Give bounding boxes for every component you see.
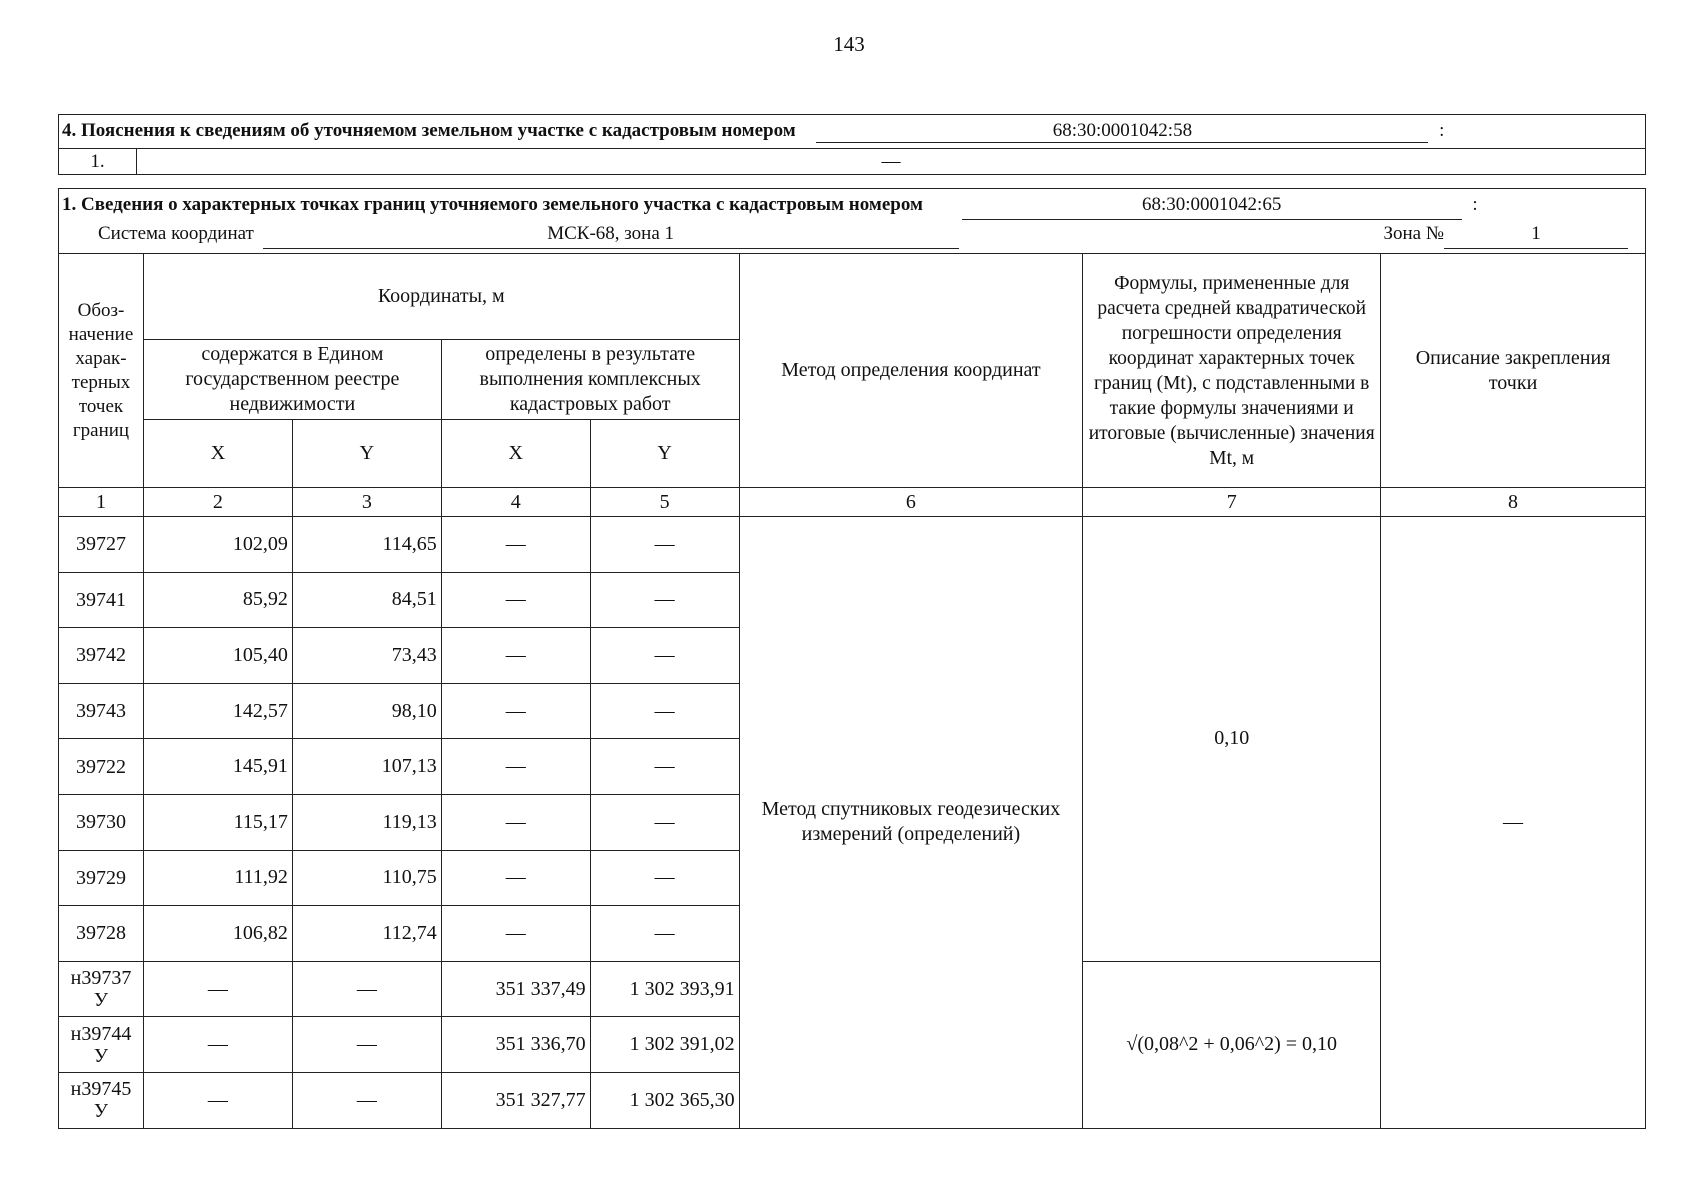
x-complex: — bbox=[441, 683, 590, 739]
x-egrn: 111,92 bbox=[143, 850, 292, 906]
x-complex: — bbox=[441, 794, 590, 850]
x-complex: 351 327,77 bbox=[441, 1072, 590, 1128]
y-egrn: — bbox=[292, 1072, 441, 1128]
y-egrn: — bbox=[292, 1017, 441, 1073]
header-y-complex: Y bbox=[590, 420, 739, 488]
description-value: — bbox=[1381, 517, 1646, 1129]
column-number: 2 bbox=[143, 488, 292, 517]
column-number: 6 bbox=[739, 488, 1083, 517]
x-egrn: 105,40 bbox=[143, 628, 292, 684]
point-id: 39728 bbox=[59, 906, 144, 962]
section4-title: 4. Пояснения к сведениям об уточняемом земельном участке с кадастровым номером bbox=[62, 120, 796, 141]
x-egrn: 102,09 bbox=[143, 517, 292, 573]
point-id: 39722 bbox=[59, 739, 144, 795]
y-egrn: 112,74 bbox=[292, 906, 441, 962]
section1-header bbox=[59, 189, 1646, 254]
section1-colon: : bbox=[1472, 194, 1478, 215]
y-complex: — bbox=[590, 906, 739, 962]
x-egrn: 85,92 bbox=[143, 572, 292, 628]
x-complex: — bbox=[441, 628, 590, 684]
column-number: 5 bbox=[590, 488, 739, 517]
mt-value-2: √(0,08^2 + 0,06^2) = 0,10 bbox=[1083, 961, 1381, 1128]
y-egrn: 110,75 bbox=[292, 850, 441, 906]
x-egrn: 145,91 bbox=[143, 739, 292, 795]
x-complex: — bbox=[441, 850, 590, 906]
y-complex: — bbox=[590, 628, 739, 684]
header-formulas: Формулы, примененные для расчета средней квадратической погрешности определения координат характерных точек границ (Mt), с подставленными в такие формулы значениями и итоговые (вычисленные) значения Mt, м bbox=[1083, 254, 1381, 488]
point-id: н39745 У bbox=[59, 1072, 144, 1128]
x-egrn: — bbox=[143, 961, 292, 1017]
column-number: 3 bbox=[292, 488, 441, 517]
header-complex: определены в результате выполнения комплексных кадастровых работ bbox=[441, 340, 739, 420]
point-id: н39737 У bbox=[59, 961, 144, 1017]
point-id: 39727 bbox=[59, 517, 144, 573]
header-egrn: содержатся в Едином государственном реестре недвижимости bbox=[143, 340, 441, 420]
y-complex: 1 302 393,91 bbox=[590, 961, 739, 1017]
header-y-egrn: Y bbox=[292, 420, 441, 488]
section4-colon: : bbox=[1439, 120, 1445, 141]
x-complex: 351 336,70 bbox=[441, 1017, 590, 1073]
y-complex: — bbox=[590, 850, 739, 906]
x-egrn: 115,17 bbox=[143, 794, 292, 850]
y-complex: — bbox=[590, 683, 739, 739]
table-row bbox=[59, 517, 1646, 573]
page-number: 143 bbox=[833, 32, 865, 56]
point-id: 39730 bbox=[59, 794, 144, 850]
column-number: 7 bbox=[1083, 488, 1381, 517]
header-x-complex: X bbox=[441, 420, 590, 488]
method-value: Метод спутниковых геодезических измерений (определений) bbox=[739, 517, 1083, 1129]
coord-system-value: МСК-68, зона 1 bbox=[263, 220, 959, 249]
section4-header bbox=[59, 115, 1646, 149]
mt-value-1: 0,10 bbox=[1083, 517, 1381, 962]
header-designation: Обоз- начение харак- терных точек границ bbox=[59, 254, 144, 488]
section4-row-value: — bbox=[137, 149, 1646, 175]
y-complex: — bbox=[590, 572, 739, 628]
zone-label: Зона № bbox=[1383, 223, 1444, 244]
x-complex: — bbox=[441, 572, 590, 628]
y-complex: 1 302 365,30 bbox=[590, 1072, 739, 1128]
x-complex: 351 337,49 bbox=[441, 961, 590, 1017]
y-egrn: 107,13 bbox=[292, 739, 441, 795]
header-x-egrn: X bbox=[143, 420, 292, 488]
x-complex: — bbox=[441, 906, 590, 962]
point-id: 39742 bbox=[59, 628, 144, 684]
section1-title: 1. Сведения о характерных точках границ уточняемого земельного участка с кадастровым номером bbox=[62, 194, 923, 215]
point-id: 39741 bbox=[59, 572, 144, 628]
header-coordinates: Координаты, м bbox=[143, 254, 739, 340]
section4-row-number: 1. bbox=[59, 149, 137, 175]
section1-cadastral-number: 68:30:0001042:65 bbox=[962, 191, 1462, 220]
point-id: н39744 У bbox=[59, 1017, 144, 1073]
y-egrn: 73,43 bbox=[292, 628, 441, 684]
coord-system-label: Система координат bbox=[98, 223, 254, 244]
y-egrn: — bbox=[292, 961, 441, 1017]
y-complex: — bbox=[590, 739, 739, 795]
header-description: Описание закрепления точки bbox=[1381, 254, 1646, 488]
x-egrn: 142,57 bbox=[143, 683, 292, 739]
points-table bbox=[58, 188, 1646, 1129]
y-complex: — bbox=[590, 794, 739, 850]
column-number: 4 bbox=[441, 488, 590, 517]
y-egrn: 84,51 bbox=[292, 572, 441, 628]
x-egrn: 106,82 bbox=[143, 906, 292, 962]
header-method: Метод определения координат bbox=[739, 254, 1083, 488]
section4-table bbox=[58, 114, 1646, 175]
column-number: 1 bbox=[59, 488, 144, 517]
point-id: 39743 bbox=[59, 683, 144, 739]
y-complex: 1 302 391,02 bbox=[590, 1017, 739, 1073]
y-egrn: 98,10 bbox=[292, 683, 441, 739]
y-complex: — bbox=[590, 517, 739, 573]
zone-value: 1 bbox=[1444, 220, 1628, 249]
y-egrn: 119,13 bbox=[292, 794, 441, 850]
column-number: 8 bbox=[1381, 488, 1646, 517]
x-egrn: — bbox=[143, 1072, 292, 1128]
x-egrn: — bbox=[143, 1017, 292, 1073]
x-complex: — bbox=[441, 517, 590, 573]
x-complex: — bbox=[441, 739, 590, 795]
point-id: 39729 bbox=[59, 850, 144, 906]
section4-cadastral-number: 68:30:0001042:58 bbox=[816, 120, 1428, 143]
y-egrn: 114,65 bbox=[292, 517, 441, 573]
